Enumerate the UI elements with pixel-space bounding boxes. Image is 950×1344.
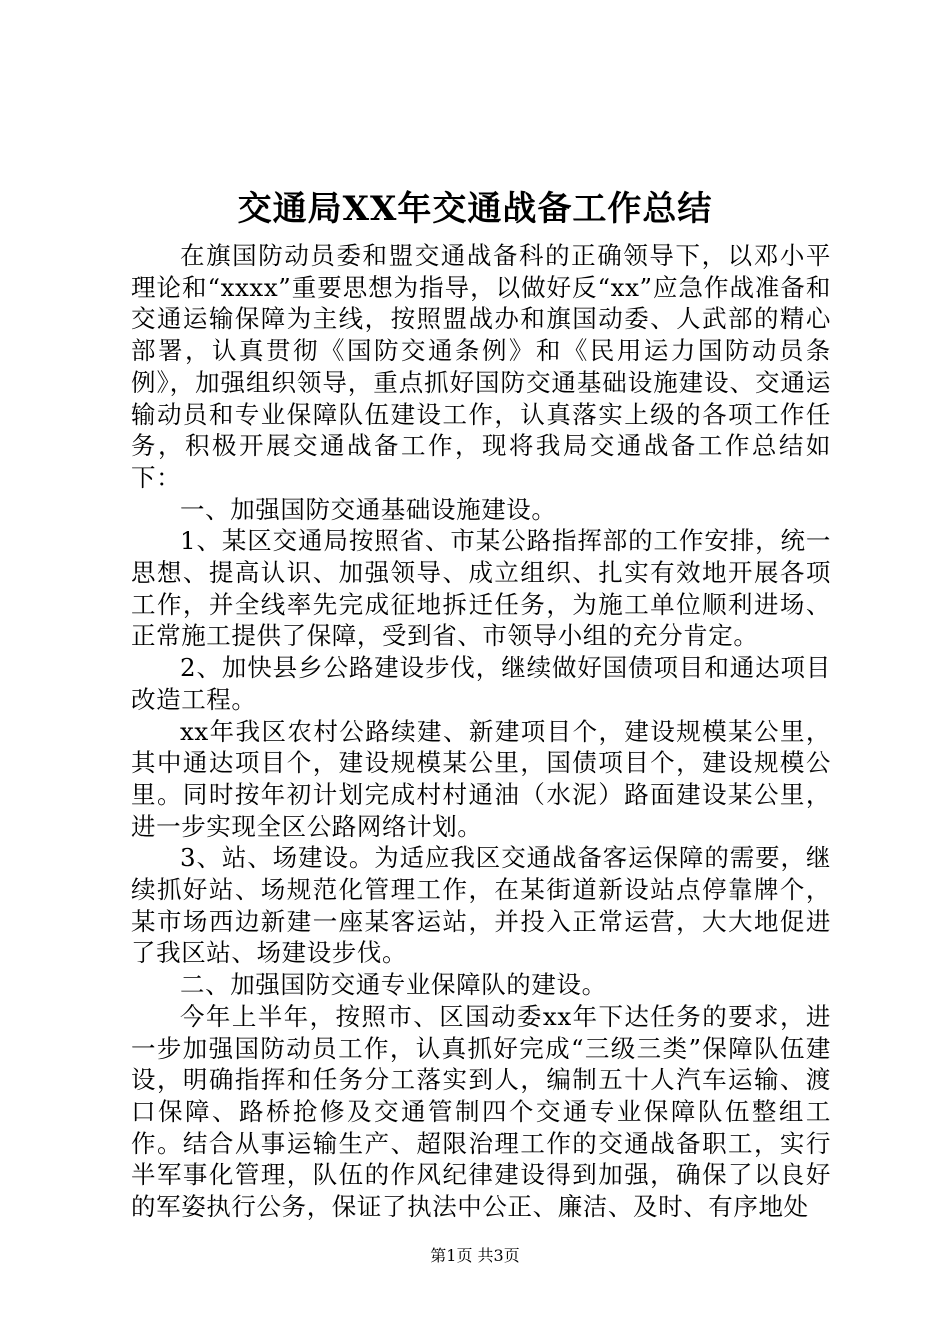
paragraph-road-construction: xx年我区农村公路续建、新建项目个，建设规模某公里，其中通达项目个，建设规模某公里，国债项目个，建设规模公里。同时按年初计划完成村村通油（水泥）路面建设某公里，进一步实现全区公路网络计划。 <box>131 716 831 841</box>
paragraph-item-1: 1、某区交通局按照省、市某公路指挥部的工作安排，统一思想、提高认识、加强领导、成立组织、扎实有效地开展各项工作，并全线率先完成征地拆迁任务，为施工单位顺利进场、正常施工提供了保障，受到省、市领导小组的充分肯定。 <box>131 526 831 651</box>
paragraph-intro: 在旗国防动员委和盟交通战备科的正确领导下，以邓小平理论和“xxxx”重要思想为指导，以做好反“xx”应急作战准备和交通运输保障为主线，按照盟战办和旗国动委、人武部的精心部署，认真贯彻《国防交通条例》和《民用运力国防动员条例》，加强组织领导，重点抓好国防交通基础设施建设、交通运输动员和专业保障队伍建设工作，认真落实上级的各项工作任务，积极开展交通战备工作，现将我局交通战备工作总结如下： <box>131 241 831 492</box>
document-title: 交通局XX年交通战备工作总结 <box>237 189 713 229</box>
document-body <box>131 240 831 1223</box>
paragraph-support-teams: 今年上半年，按照市、区国动委xx年下达任务的要求，进一步加强国防动员工作，认真抓好完成“三级三类”保障队伍建设，明确指挥和任务分工落实到人，编制五十人汽车运输、渡口保障、路桥抢修及交通管制四个交通专业保障队伍整组工作。结合从事运输生产、超限治理工作的交通战备职工，实行半军事化管理，队伍的作风纪律建设得到加强，确保了以良好的军姿执行公务，保证了执法中公正、廉洁、及时、有序地处 <box>131 1001 831 1222</box>
section-heading-1: 一、加强国防交通基础设施建设。 <box>180 494 557 524</box>
section-heading-2: 二、加强国防交通专业保障队的建设。 <box>180 970 607 1000</box>
page-number-footer: 第1页 共3页 <box>430 1246 520 1265</box>
paragraph-item-2: 2、加快县乡公路建设步伐，继续做好国债项目和通达项目改造工程。 <box>131 653 831 714</box>
paragraph-item-3: 3、站、场建设。为适应我区交通战备客运保障的需要，继续抓好站、场规范化管理工作，在某街道新设站点停靠牌个，某市场西边新建一座某客运站，并投入正常运营，大大地促进了我区站、场建设步伐。 <box>131 843 831 968</box>
